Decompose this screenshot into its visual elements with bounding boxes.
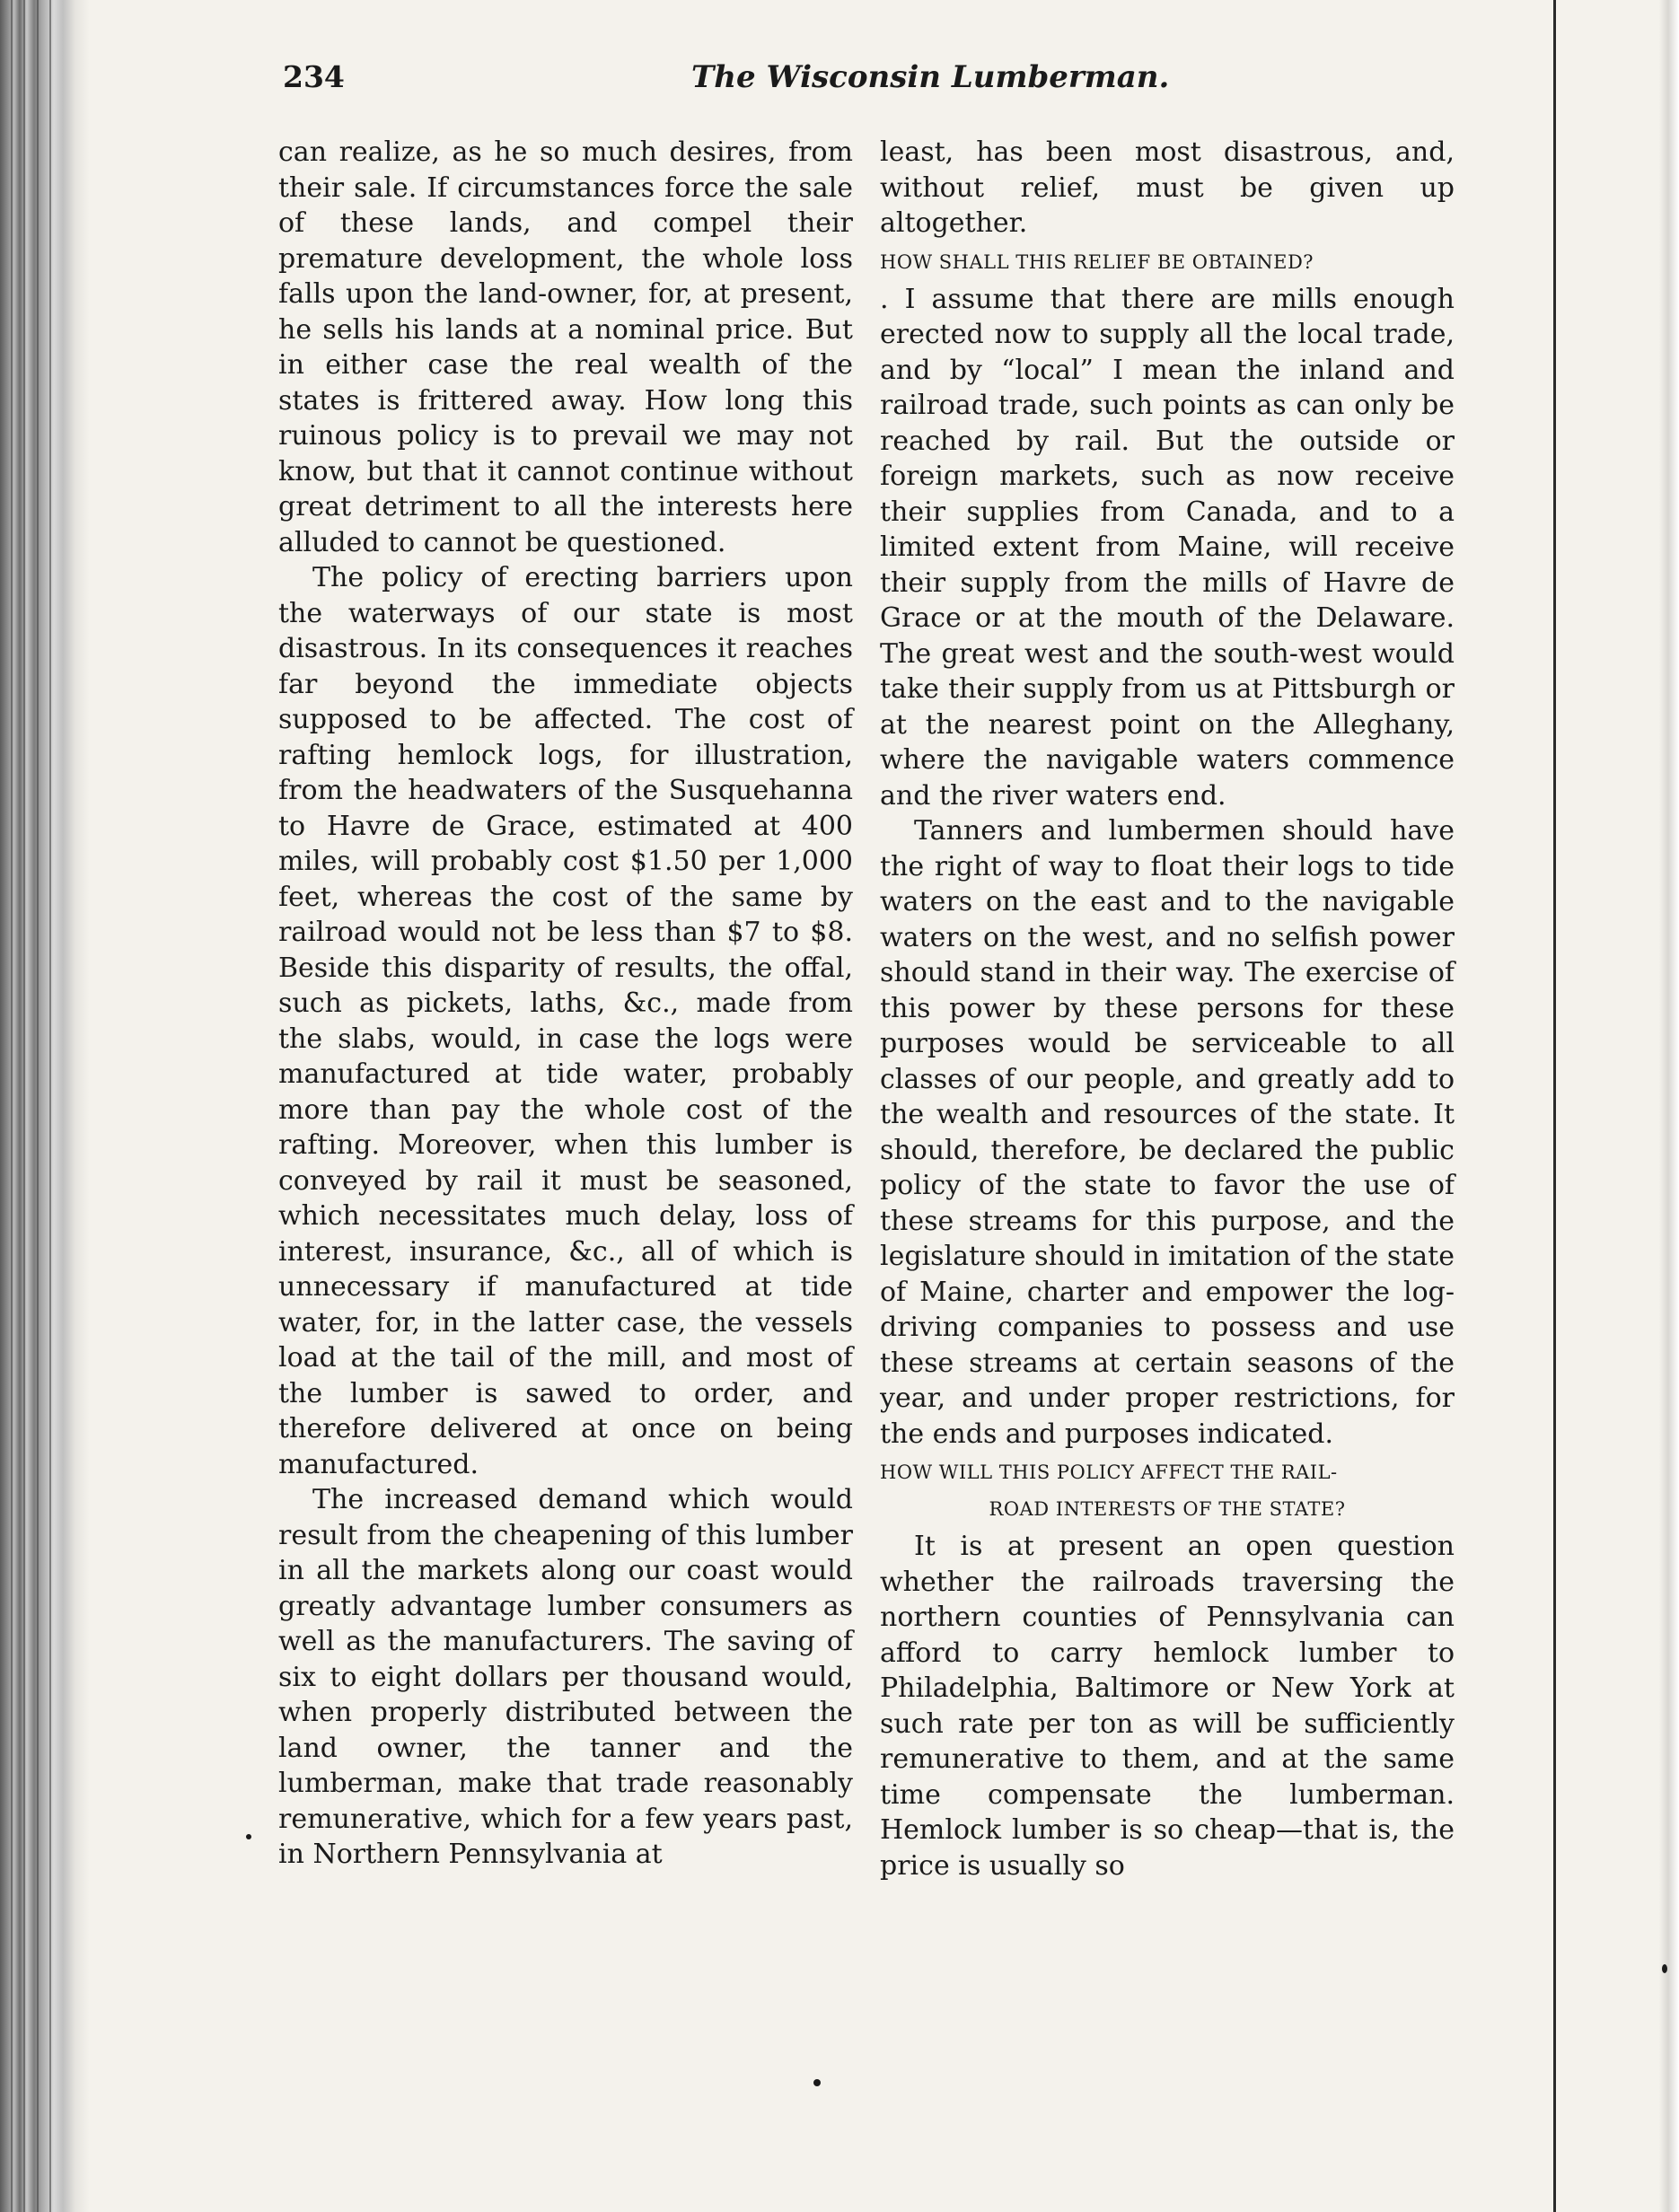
paragraph: can realize, as he so much desires, from their sale. If circumstances force the sale of these lands, and compel their premature development, the whole loss falls upon the land-owner, for, at present, he sells his lands at a nominal price. But in either case the real wealth of the states is frittered away. How long this ruinous policy is to prevail we may not know, but that it cannot continue without great detriment to all the interests here alluded to cannot be questioned.: [278, 136, 853, 558]
binding-line: [11, 0, 13, 2212]
paragraph: The increased demand which would result from the cheapening of this lumber in all the markets along our coast would greatly advantage lumber consumers as well as the manufacturers. The saving of six to eight dollars per thousand would, when properly distributed between the land owner, the tanner and the lumberman, make that trade reasonably remunerative, which for a few years past, in Northern Pennsylvania at: [278, 1484, 853, 1870]
section-heading-continued: ROAD INTERESTS OF THE STATE?: [989, 1498, 1346, 1520]
ink-speck: [246, 1834, 251, 1839]
left-column: [278, 135, 853, 1873]
binding-line: [37, 0, 39, 2212]
book-binding: [0, 0, 90, 2212]
ink-speck: [1662, 1964, 1667, 1973]
running-title: The Wisconsin Lumberman.: [691, 59, 1170, 95]
page-edge-rule: [1553, 0, 1556, 2212]
paragraph: The policy of erecting barriers upon the waterways of our state is most disastrous. In its consequences it reaches far beyond the immediate objects supposed to be affected. The cost of rafting hemlock logs, for illustration, from the headwaters of the Susquehanna to Havre de Grace, estimated at 400 miles, will probably cost $1.50 per 1,000 feet, whereas the cost of the same by railroad would not be less than $7 to $8. Beside this disparity of results, the offal, such as pickets, laths, &c., made from the slabs, would, in case the logs were manufactured at tide water, probably more than pay the whole cost of the rafting. Moreover, when this lumber is conveyed by rail it must be seasoned, which necessitates much delay, loss of interest, insurance, &c., all of which is unnecessary if manufactured at tide water, for, in the latter case, the vessels load at the tail of the mill, and most of the lumber is sawed to order, and therefore delivered at once on being manufactured.: [278, 562, 853, 1480]
right-column: [880, 135, 1455, 1883]
page-edge: [1553, 0, 1679, 2212]
paragraph: It is at present an open question whether the railroads traversing the northern counties of Pennsylvania can afford to carry hemlock lumber to Philadelphia, Baltimore or New York at such rate per ton as will be sufficiently remunerative to them, and at the same time compensate the lumberman. Hemlock lumber is so cheap—that is, the price is usually so: [880, 1531, 1455, 1882]
section-heading: HOW SHALL THIS RELIEF BE OBTAINED?: [880, 250, 1314, 273]
page-header: [274, 52, 1468, 106]
binding-line: [49, 0, 51, 2212]
binding-line: [23, 0, 25, 2212]
section-heading: HOW WILL THIS POLICY AFFECT THE RAIL-: [880, 1462, 1338, 1483]
paragraph: . I assume that there are mills enough erected now to supply all the local trade, and by “local” I mean the inland and railroad trade, such points as can only be reached by rail. But the outside or foreign markets, such as now receive their supplies from Canada, and to a limited extent from Maine, will receive their supply from the mills of Havre de Grace or at the mouth of the Delaware. The great west and the south-west would take their supply from us at Pittsburgh or at the nearest point on the Alleghany, where the navigable waters commence and the river waters end.: [880, 283, 1455, 812]
ink-speck: [813, 2079, 821, 2086]
paragraph: Tanners and lumbermen should have the right of way to float their logs to tide waters on the east and to the navigable waters on the west, and no selfish power should stand in their way. The exercise of this power by these persons for these purposes would be serviceable to all classes of our people, and greatly add to the wealth and resources of the state. It should, therefore, be declared the public policy of the state to favor the use of these streams for this purpose, and the legislature should in imitation of the state of Maine, charter and empower the log-driving companies to possess and use these streams at certain seasons of the year, and under proper restrictions, for the ends and purposes indicated.: [880, 815, 1455, 1450]
paragraph: least, has been most disastrous, and, without relief, must be given up altogether.: [880, 136, 1455, 239]
page-number: 234: [283, 59, 345, 94]
